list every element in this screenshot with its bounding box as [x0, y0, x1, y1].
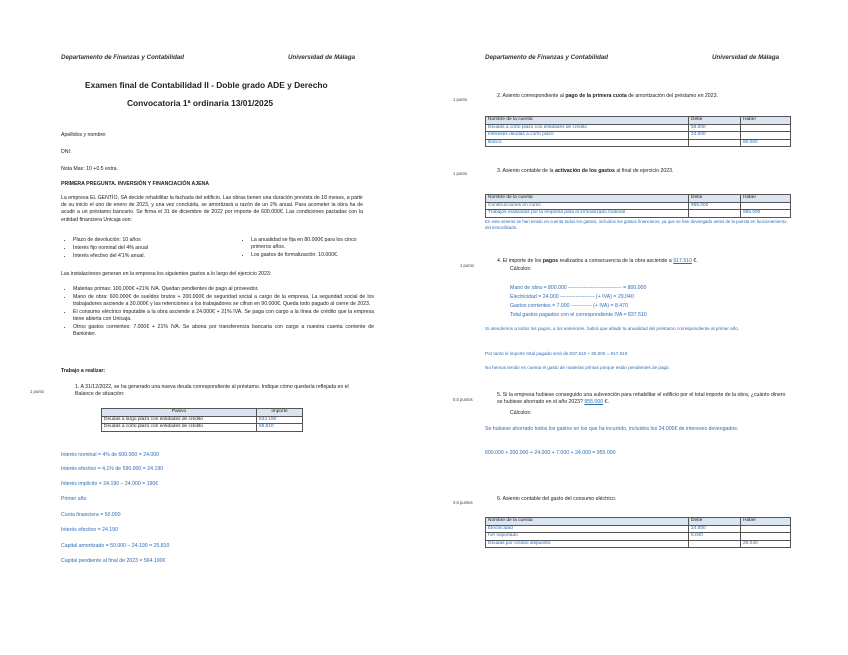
- expense-item: • Mano de obra: 600.000€ de sueldos brutos + 200.000€ de seguridad social a cargo de la empresa. La seguridad social de los trabajadores asciende a 30.000€ y las retenciones a los trabajadores se cifran en 90.000€. Queda todo pagado al cierre de 2023.: [73, 294, 374, 308]
- expense-item: • Materias primas: 100.000€ +21% IVA. Quedan pendientes de pago al proveedor.: [73, 286, 374, 293]
- table-row: [102, 424, 303, 432]
- table-header: Debe: [689, 195, 741, 203]
- table-header: Nombre de la cuenta: [486, 518, 689, 526]
- condition-item: • Interés efectivo del 4'1% anual.: [73, 253, 228, 260]
- exam-title: Examen final de Contabilidad II - Doble grado ADE y Derecho: [85, 80, 328, 90]
- condition-item: • La anualidad se fija en 80.000€ para los cinco primeros años.: [251, 237, 376, 251]
- answer-line: Cuota financiera = 50.000: [61, 512, 121, 518]
- table-row: Trabajos realizados por la empresa para el inmovilizado material 955.000: [486, 210, 791, 218]
- field-name: Apellidos y nombre:: [61, 132, 107, 138]
- table-header: Importe: [257, 409, 303, 417]
- expense-item: • Otros gastos corrientes: 7.000€ + 21% IVA. Se abona por transferencia bancaria con cargo a nuestra cuenta corriente de Bankinter.: [73, 324, 374, 338]
- table-row: Intereses deudas a corto plazo 24.000: [486, 132, 791, 140]
- table-header: Debe: [689, 117, 741, 125]
- table-cell: Deudas a corto plazo con entidades de crédito: [102, 424, 257, 432]
- expense-item: • El consumo eléctrico imputable a la obra asciende a 24.000€ + 21% IVA. Se paga con cargo a la línea de crédito que la empresa tiene abierta con Unicaja.: [73, 309, 374, 323]
- expenses-intro: Las instalaciones generan en la empresa los siguientes gastos a lo largo del ejercicio 2023:: [61, 271, 272, 277]
- header-department: Departamento de Finanzas y Contabilidad: [485, 54, 609, 61]
- table-header: Haber: [741, 518, 791, 526]
- table-row: Deudas por crédito dispuesto 29.040: [486, 540, 791, 548]
- answer-line: Primer año: [61, 496, 87, 502]
- table-row: Electricidad 24.000: [486, 525, 791, 533]
- q4-note-3: No hemos tenido en cuenta el gasto de materias primas porque están pendientes de pago.: [485, 365, 670, 370]
- q2-points: 1 punto: [453, 97, 467, 102]
- q5-sum: 600.000 + 200.000 + 24.000 + 7.000 + 24.000 = 955.000: [485, 450, 616, 456]
- calc-line: Total gastos pagados con el correspondiente IVA = 837.510: [510, 312, 647, 318]
- conditions-left: [62, 237, 228, 261]
- table-cell: 55.810: [257, 424, 303, 432]
- answer-line: Capital amortizado = 50.000 – 24.190 = 25.810: [61, 543, 170, 549]
- q4-points: 1 punto: [460, 263, 474, 268]
- q6-points: 0,5 puntos: [453, 500, 473, 505]
- table-header: Nombre de la cuenta: [486, 117, 689, 125]
- question-6: 6. Asiento contable del gasto del consumo eléctrico.: [497, 496, 617, 502]
- intro-paragraph: La empresa EL GENTÍO, SA decide rehabilitar la fachada del edificio. Las obras tienen una duración prevista de 18 meses, a partir de su inicio el uno de enero de 2023, y una vez concluida, se amortizará a razón de un 2% anual. Para acometer la obra ha de acudir a un préstamo bancario. Se firma el 31 de diciembre de 2022 por importe de 600.000€. Las condiciones pactadas con la entidad financiera Unicaja son:: [61, 195, 363, 223]
- section-title: PRIMERA PREGUNTA. INVERSIÓN Y FINANCIACIÓN AJENA: [61, 181, 210, 187]
- answer-line: Interés efectivo = 4,1% de 590.000 = 24.190: [61, 466, 164, 472]
- table-header: Haber: [741, 195, 791, 203]
- table-row: [102, 416, 303, 424]
- expenses-list: [62, 286, 374, 339]
- question-4: 4. El importe de los pagos realizados a consecuencia de la obra asciende a 917.510 €.: [497, 258, 698, 264]
- answer-line: Capital pendiente al final de 2023 = 564.190€: [61, 558, 166, 564]
- condition-item: • Los gastos de formalización: 10.000€.: [251, 252, 376, 259]
- table-row: Deudas a corto plazo con entidades de crédito 56.000: [486, 124, 791, 132]
- field-dni: DNI:: [61, 149, 72, 155]
- q3-entry-table: [485, 194, 791, 218]
- header-department: Departamento de Finanzas y Contabilidad: [61, 54, 185, 61]
- q3-note: En este asiento se han tenido en cuenta todos los gastos, incluidos los gastos financieros, ya que se han devengado antes de la puesta en funcionamiento del inmovilizado.: [485, 219, 787, 230]
- answer-line: Interés efectivo = 24.190: [61, 527, 118, 533]
- q5-calc-label: Cálculos:: [510, 410, 532, 416]
- work-heading: Trabajo a realizar:: [61, 368, 106, 374]
- table-cell: Deudas a largo plazo con entidades de crédito: [102, 416, 257, 424]
- calc-line: Mano de obra = 800.000 ------------------------------- = 800.000: [510, 285, 647, 291]
- condition-item: • Interés fijo nominal del 4% anual: [73, 245, 228, 252]
- table-header: Pasivo: [102, 409, 257, 417]
- q5-points: 0,5 puntos: [453, 397, 473, 402]
- question-5: 5. Si la empresa hubiese conseguido una subvención para rehabilitar el edificio por el total importe de la obra, ¿cuánto dinero se hubiese ahorrado en el año 2023? 955.000 €.: [497, 392, 786, 406]
- q3-points: 1 punto: [453, 171, 467, 176]
- table-row: Construcciones en curso 955.000: [486, 202, 791, 210]
- table-row: IVA soportado 5.040: [486, 533, 791, 541]
- header-university: Universidad de Málaga: [288, 54, 356, 61]
- question-3: 3. Asiento contable de la activación de los gastos al final de ejercicio 2023.: [497, 168, 674, 174]
- field-max-grade: Nota Max: 10 +0.5 extra.: [61, 166, 118, 172]
- q1-balance-table: [101, 408, 303, 432]
- calc-line: Electricidad = 24.000 -------------------- (+ IVA) = 29.040: [510, 294, 634, 300]
- q4-calc-label: Cálculos:: [510, 266, 532, 272]
- table-row: Banco 80.000: [486, 139, 791, 147]
- q5-answer: Se hubiese ahorrado todos los gastos en los que ha incurrido, incluidos los 24.000€ de intereses devengados:: [485, 426, 739, 432]
- table-header: Debe: [689, 518, 741, 526]
- table-cell: 534.190: [257, 416, 303, 424]
- question-2: 2. Asiento correspondiente al pago de la primera cuota de amortización del préstamo en 2023.: [497, 93, 718, 99]
- q1-points: 1 punto: [30, 389, 44, 394]
- exam-subtitle: Convocatoria 1ª ordinaria 13/01/2025: [127, 98, 274, 108]
- conditions-right: [240, 237, 376, 260]
- answer-line: Interés implícito = 24.190 – 24.000 = 190€: [61, 481, 159, 487]
- question-1: 1. A 31/12/2022, se ha generado una nueva deuda correspondiente al préstamo. Indique cómo quedaría reflejada en el Balance de situación:: [75, 384, 349, 398]
- q4-note-2: Por tanto el importe total pagado será de 837.510 + 80.000 = 917.510: [485, 351, 628, 356]
- right-page: [424, 0, 848, 655]
- header-university: Universidad de Málaga: [712, 54, 780, 61]
- table-header: Haber: [741, 117, 791, 125]
- answer-line: Interés nominal = 4% de 600.000 = 24.000: [61, 452, 160, 458]
- table-header: Nombre de la cuenta: [486, 195, 689, 203]
- calc-line: Gastos corrientes = 7.000 ------------ (+ IVA) = 8.470: [510, 303, 628, 309]
- q6-entry-table: [485, 517, 791, 548]
- q2-entry-table: [485, 116, 791, 147]
- q4-note-1: Si atendemos a todos los pagos, a los anteriores, habrá que añadir la anualidad del préstamo correspondiente al primer año.: [485, 326, 740, 331]
- condition-item: • Plazo de devolución: 10 años: [73, 237, 228, 244]
